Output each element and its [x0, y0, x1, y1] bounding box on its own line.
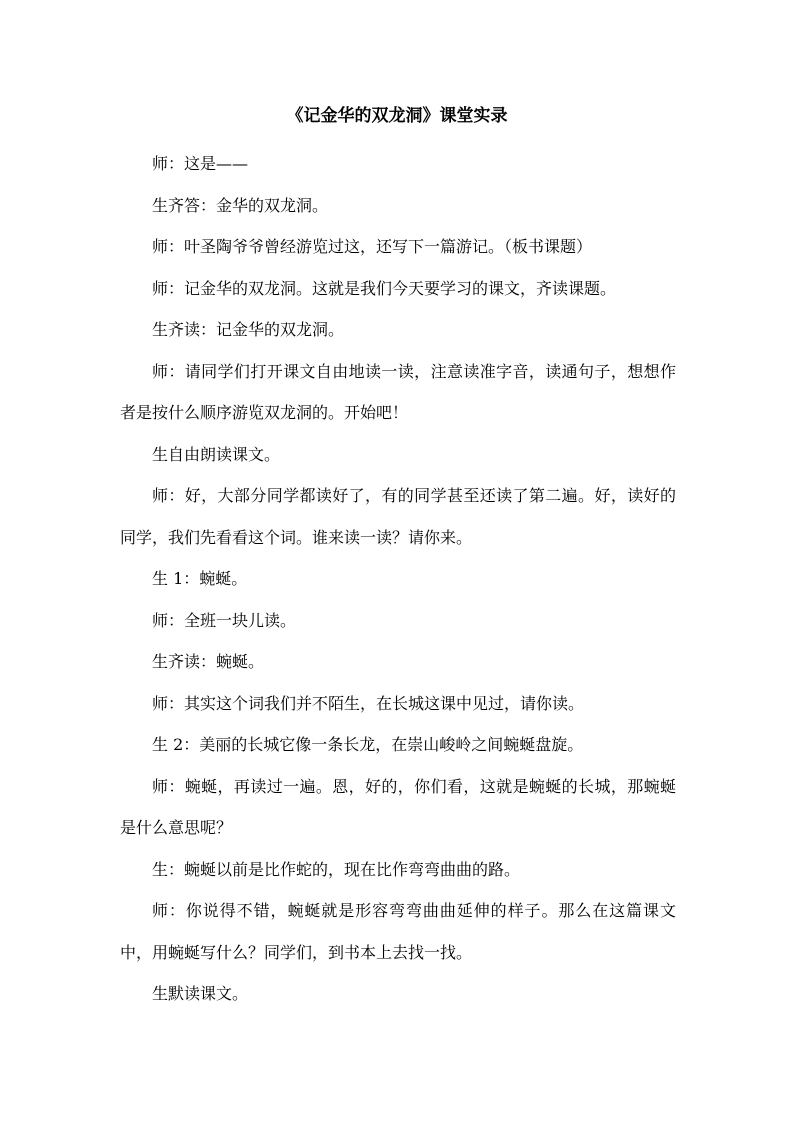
paragraph: 师：全班一块儿读。	[152, 610, 297, 630]
document-body	[120, 143, 676, 1015]
paragraph: 师：好，大部分同学都读好了，有的同学甚至还读了第二遍。好，读好的同学，我们先看看这个词。谁来读一读？请你来。	[120, 486, 676, 547]
paragraph: 生：蜿蜒以前是比作蛇的，现在比作弯弯曲曲的路。	[152, 859, 521, 879]
paragraph: 师：你说得不错，蜿蜒就是形容弯弯曲曲延伸的样子。那么在这篇课文中，用蜿蜒写什么？同学们，到书本上去找一找。	[120, 901, 676, 962]
paragraph: 师：请同学们打开课文自由地读一读，注意读准字音，读通句子，想想作者是按什么顺序游览双龙洞的。开始吧！	[120, 361, 676, 422]
paragraph: 生 1：蜿蜒。	[152, 569, 248, 588]
paragraph: 生 2：美丽的长城它像一条长龙，在崇山峻岭之间蜿蜒盘旋。	[152, 735, 584, 754]
paragraph: 师：蜿蜒，再读过一遍。恩，好的，你们看，这就是蜿蜒的长城，那蜿蜒是什么意思呢？	[120, 776, 676, 837]
paragraph: 生自由朗读课文。	[152, 444, 281, 464]
paragraph: 师：其实这个词我们并不陌生，在长城这课中见过，请你读。	[152, 693, 585, 713]
paragraph: 师：叶圣陶爷爷曾经游览过这，还写下一篇游记。（板书课题）	[152, 237, 593, 256]
paragraph: 生默读课文。	[152, 984, 249, 1003]
paragraph: 生齐答：金华的双龙洞。	[152, 195, 329, 215]
paragraph: 师：记金华的双龙洞。这就是我们今天要学习的课文，齐读课题。	[152, 278, 617, 298]
paragraph: 生齐读：蜿蜒。	[152, 652, 265, 671]
paragraph: 生齐读：记金华的双龙洞。	[152, 320, 345, 339]
document-title: 《记金华的双龙洞》课堂实录	[286, 106, 508, 126]
paragraph: 师：这是——	[152, 154, 249, 173]
